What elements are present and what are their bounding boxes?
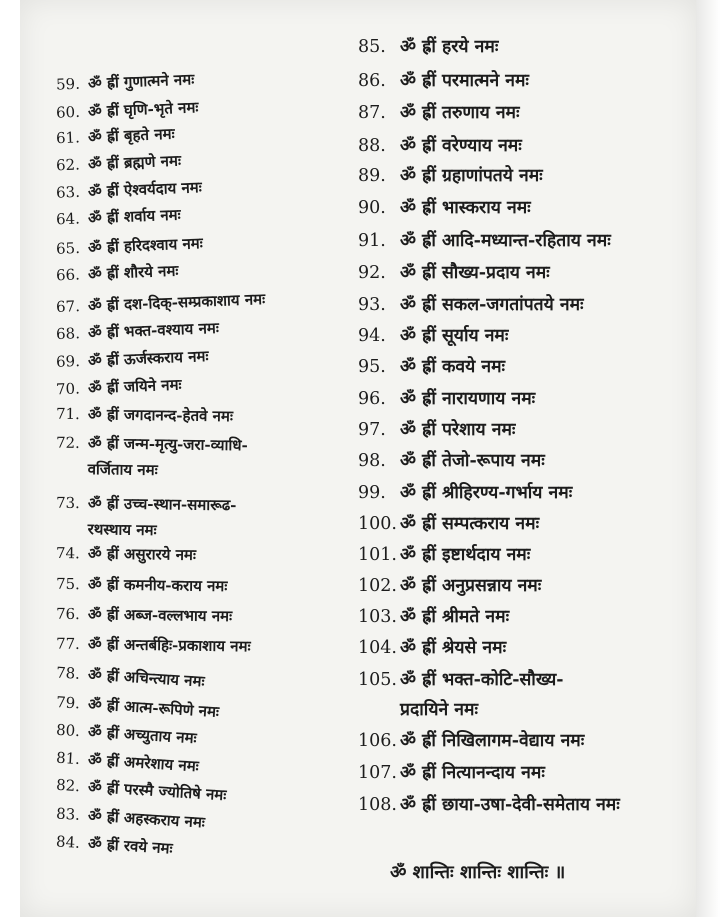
entry-text: ॐ ह्रीं जन्म-मृत्यु-जरा-व्याधि- bbox=[87, 434, 248, 455]
entry-text: ॐ ह्रीं अमरेशाय नमः bbox=[87, 750, 200, 776]
entry-text: ॐ ह्रीं ऐश्वर्यदाय नमः bbox=[87, 178, 203, 201]
mantra-entry bbox=[358, 260, 550, 284]
entry-text: ॐ ह्रीं तेजो-रूपाय नमः bbox=[400, 451, 545, 471]
mantra-entry bbox=[358, 34, 498, 58]
entry-number: 80. bbox=[55, 720, 81, 741]
mantra-entry bbox=[358, 728, 584, 752]
entry-number: 72. bbox=[55, 433, 80, 452]
entry-number: 92. bbox=[358, 263, 386, 283]
entry-text: ॐ ह्रीं सूर्याय नमः bbox=[400, 326, 509, 346]
entry-number: 90. bbox=[358, 198, 386, 218]
mantra-entry bbox=[358, 604, 509, 628]
entry-text: ॐ ह्रीं ग्रहाणांपतये नमः bbox=[400, 166, 543, 186]
entry-text: ॐ ह्रीं रवये नमः bbox=[87, 834, 174, 858]
mantra-entry bbox=[358, 573, 541, 597]
closing-shanti-mantra: ॐ शान्तिः शान्तिः शान्तिः ॥ bbox=[390, 862, 566, 883]
entry-number: 63. bbox=[55, 182, 81, 202]
entry-text: ॐ ह्रीं शर्वाय नमः bbox=[87, 205, 181, 228]
entry-text: ॐ ह्रीं बृहते नमः bbox=[87, 124, 175, 147]
mantra-entry bbox=[358, 667, 564, 720]
mantra-entry bbox=[358, 228, 611, 252]
entry-text: ॐ ह्रीं सम्पत्कराय नमः bbox=[400, 514, 540, 534]
entry-text: ॐ ह्रीं परस्मै ज्योतिषे नमः bbox=[87, 777, 227, 805]
entry-text: ॐ ह्रीं अच्युताय नमः bbox=[87, 722, 198, 748]
mantra-entry bbox=[358, 542, 530, 566]
entry-text: ॐ ह्रीं नित्यानन्दाय नमः bbox=[400, 763, 545, 783]
mantra-entry bbox=[56, 634, 251, 657]
entry-text: ॐ ह्रीं सकल-जगतांपतये नमः bbox=[400, 295, 584, 315]
entry-text: ॐ ह्रीं श्रेयसे नमः bbox=[400, 638, 507, 658]
entry-number: 79. bbox=[55, 693, 81, 713]
entry-number: 103. bbox=[358, 607, 397, 627]
mantra-entry bbox=[358, 417, 515, 441]
entry-text: ॐ ह्रीं दश-दिक्-सम्प्रकाशाय नमः bbox=[87, 289, 266, 315]
entry-continuation: प्रदायिने नमः bbox=[400, 700, 478, 720]
mantra-entry bbox=[358, 386, 535, 410]
entry-number: 87. bbox=[358, 103, 386, 123]
entry-number: 69. bbox=[55, 352, 81, 371]
mantra-entry bbox=[358, 635, 506, 659]
entry-text: ॐ ह्रीं ऊर्जस्कराय नमः bbox=[87, 347, 209, 370]
entry-text: ॐ ह्रीं कमनीय-कराय नमः bbox=[87, 575, 228, 596]
entry-number: 107. bbox=[358, 763, 397, 783]
entry-text: ॐ ह्रीं इष्टार्थदाय नमः bbox=[400, 545, 531, 565]
entry-number: 64. bbox=[55, 209, 81, 229]
mantra-entry bbox=[358, 354, 505, 378]
entry-continuation: रथस्थाय नमः bbox=[87, 520, 157, 540]
entry-text: ॐ ह्रीं आदि-मध्यान्त-रहिताय नमः bbox=[400, 231, 611, 251]
entry-text: ॐ ह्रीं वरेण्याय नमः bbox=[400, 136, 522, 156]
page-edge bbox=[696, 0, 720, 917]
entry-text: ॐ ह्रीं श्रीहिरण्य-गर्भाय नमः bbox=[400, 483, 573, 503]
mantra-entry bbox=[358, 448, 545, 472]
entry-text: ॐ ह्रीं अहस्कराय नमः bbox=[87, 806, 206, 832]
entry-number: 88. bbox=[358, 136, 386, 156]
entry-text: ॐ ह्रीं नारायणाय नमः bbox=[400, 389, 536, 409]
entry-number: 99. bbox=[358, 483, 386, 503]
mantra-entry bbox=[358, 100, 520, 124]
entry-text: ॐ ह्रीं श्रीमते नमः bbox=[400, 607, 510, 627]
entry-text: ॐ ह्रीं कवये नमः bbox=[400, 357, 506, 377]
entry-number: 66. bbox=[55, 265, 81, 285]
mantra-entry bbox=[56, 543, 196, 565]
entry-text: ॐ ह्रीं भक्त-वश्याय नमः bbox=[87, 318, 220, 342]
entry-number: 86. bbox=[358, 71, 386, 91]
entry-text: ॐ ह्रीं तरुणाय नमः bbox=[400, 103, 520, 123]
entry-text: ॐ ह्रीं अब्ज-वल्लभाय नमः bbox=[87, 605, 233, 626]
entry-number: 78. bbox=[55, 663, 81, 683]
entry-text: ॐ ह्रीं परेशाय नमः bbox=[400, 420, 516, 440]
mantra-entry bbox=[358, 480, 572, 504]
entry-text: ॐ ह्रीं परमात्मने नमः bbox=[400, 71, 529, 91]
entry-number: 101. bbox=[358, 545, 397, 565]
entry-text: ॐ ह्रीं अचिन्त्याय नमः bbox=[87, 665, 206, 691]
mantra-entry bbox=[358, 68, 529, 92]
mantra-entry bbox=[56, 604, 232, 626]
entry-number: 106. bbox=[358, 731, 397, 751]
entry-number: 65. bbox=[55, 238, 81, 258]
entry-number: 75. bbox=[55, 574, 80, 594]
entry-number: 89. bbox=[358, 166, 386, 186]
mantra-entry bbox=[56, 574, 228, 596]
entry-text: ॐ ह्रीं छाया-उषा-देवी-समेताय नमः bbox=[400, 795, 620, 815]
entry-number: 94. bbox=[358, 326, 386, 346]
entry-number: 108. bbox=[358, 795, 397, 815]
entry-number: 97. bbox=[358, 420, 386, 440]
entry-number: 77. bbox=[55, 634, 80, 653]
entry-number: 98. bbox=[358, 451, 386, 471]
entry-text: ॐ ह्रीं असुरारये नमः bbox=[87, 544, 197, 564]
entry-number: 91. bbox=[358, 231, 386, 251]
entry-text: ॐ ह्रीं घृणि-भृते नमः bbox=[87, 98, 199, 121]
entry-number: 70. bbox=[55, 379, 81, 399]
entry-number: 74. bbox=[55, 544, 80, 563]
entry-number: 59. bbox=[55, 74, 81, 94]
entry-number: 61. bbox=[55, 128, 81, 148]
entry-number: 104. bbox=[358, 638, 397, 658]
entry-text: ॐ ह्रीं शौरये नमः bbox=[87, 261, 179, 284]
mantra-entry bbox=[56, 404, 233, 426]
entry-text: ॐ ह्रीं सौख्य-प्रदाय नमः bbox=[400, 263, 550, 283]
entry-number: 60. bbox=[55, 102, 81, 122]
entry-number: 93. bbox=[358, 295, 386, 315]
entry-number: 68. bbox=[55, 324, 81, 344]
entry-text: ॐ ह्रीं जयिने नमः bbox=[87, 375, 182, 398]
entry-text: ॐ ह्रीं अनुप्रसन्नाय नमः bbox=[400, 576, 542, 596]
entry-text: ॐ ह्रीं उच्च-स्थान-समारूढ- bbox=[87, 494, 237, 515]
entry-text: ॐ ह्रीं ब्रह्मणे नमः bbox=[87, 151, 182, 174]
entry-number: 100. bbox=[358, 514, 397, 534]
entry-number: 76. bbox=[55, 604, 80, 624]
entry-number: 71. bbox=[55, 404, 80, 424]
entry-number: 81. bbox=[55, 748, 81, 769]
entry-number: 67. bbox=[55, 297, 81, 317]
entry-number: 102. bbox=[358, 576, 397, 596]
entry-text: ॐ ह्रीं गुणात्मने नमः bbox=[87, 70, 195, 93]
entry-text: ॐ ह्रीं भक्त-कोटि-सौख्य- bbox=[400, 670, 564, 690]
mantra-entry bbox=[358, 511, 539, 535]
mantra-entry bbox=[55, 433, 248, 480]
entry-number: 105. bbox=[358, 670, 397, 690]
entry-number: 62. bbox=[55, 155, 81, 175]
entry-text: ॐ ह्रीं भास्कराय नमः bbox=[400, 198, 531, 218]
mantra-entry bbox=[358, 195, 531, 219]
entry-text: ॐ ह्रीं जगदानन्द-हेतवे नमः bbox=[87, 405, 234, 426]
mantra-entry bbox=[358, 163, 543, 187]
entry-number: 73. bbox=[55, 493, 80, 513]
entry-number: 96. bbox=[358, 389, 386, 409]
entry-number: 85. bbox=[358, 37, 386, 57]
entry-number: 84. bbox=[55, 832, 81, 852]
mantra-entry bbox=[358, 323, 508, 347]
mantra-entry bbox=[358, 292, 584, 316]
entry-number: 82. bbox=[55, 775, 81, 796]
mantra-entry bbox=[55, 493, 237, 540]
entry-text: ॐ ह्रीं हरये नमः bbox=[400, 37, 499, 57]
entry-text: ॐ ह्रीं अन्तर्बहिः-प्रकाशाय नमः bbox=[87, 635, 251, 656]
entry-text: ॐ ह्रीं आत्म-रूपिणे नमः bbox=[87, 694, 220, 721]
entry-text: ॐ ह्रीं निखिलागम-वेद्याय नमः bbox=[400, 731, 585, 751]
entry-number: 95. bbox=[358, 357, 386, 377]
mantra-entry bbox=[358, 133, 522, 157]
entry-number: 83. bbox=[55, 804, 81, 824]
mantra-entry bbox=[358, 760, 545, 784]
entry-text: ॐ ह्रीं हरिदश्वाय नमः bbox=[87, 234, 204, 257]
entry-continuation: वर्जिताय नमः bbox=[87, 460, 158, 480]
mantra-entry bbox=[358, 792, 620, 816]
